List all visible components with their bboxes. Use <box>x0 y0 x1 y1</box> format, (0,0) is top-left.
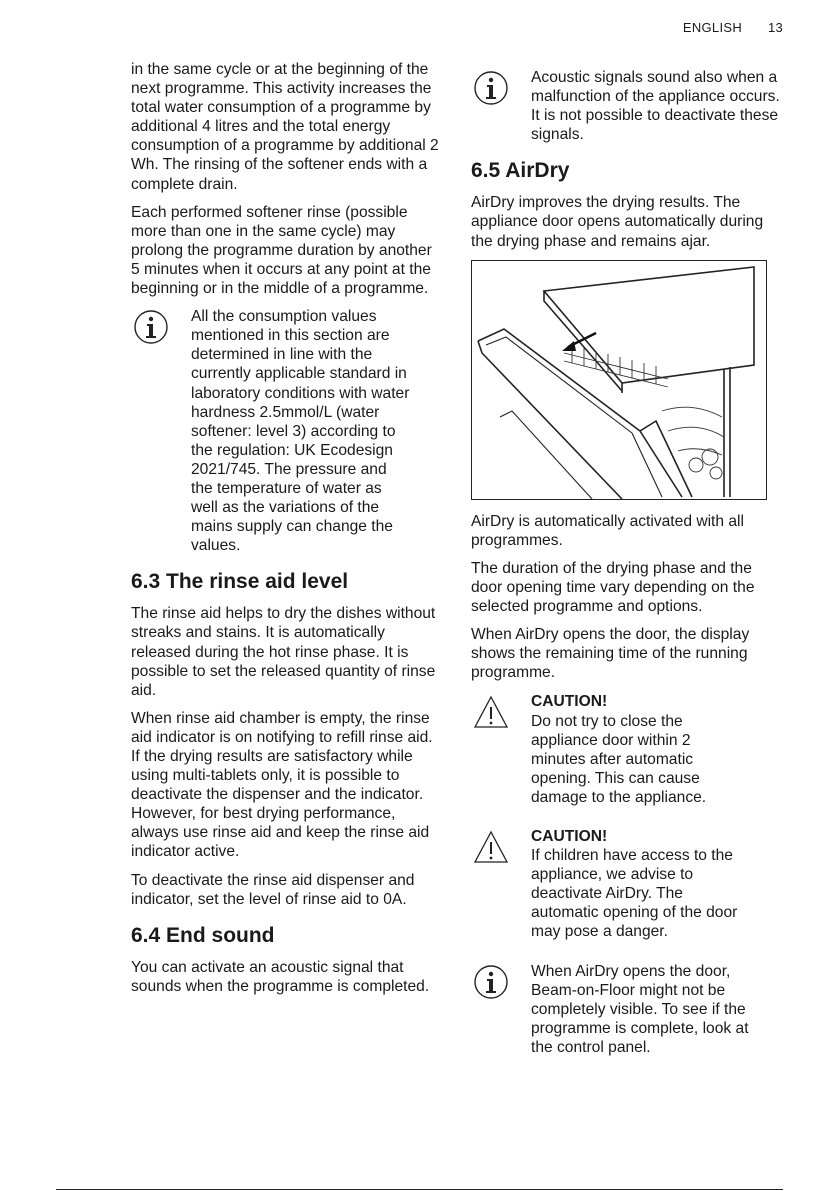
right-column <box>471 60 783 1069</box>
heading-rinse-aid-level: 6.3 The rinse aid level <box>131 570 349 594</box>
info-note-acoustic <box>471 68 783 144</box>
paragraph-airdry-display: When AirDry opens the door, the display shows the remaining time of the running programme. <box>471 626 750 682</box>
paragraph-end-sound: You can activate an acoustic signal that sounds when the programme is completed. <box>131 958 430 995</box>
caution-note-door <box>471 692 783 807</box>
paragraph-airdry-intro: AirDry improves the drying results. The appliance door opens automatically during the drying phase and remains ajar. <box>471 194 764 250</box>
paragraph-rinse-aid-deactivate: To deactivate the rinse aid dispenser and indicator, set the level of rinse aid to 0A. <box>131 871 415 908</box>
header-language: ENGLISH <box>682 20 743 35</box>
note-beam-on-floor-text: When AirDry opens the door, Beam-on-Floor might not be completely visible. To see if the programme is complete, look at the control panel. <box>531 962 749 1056</box>
caution-children-body: If children have access to the appliance, we advise to deactivate AirDry. The automatic opening of the door may pose a danger. <box>531 847 738 941</box>
paragraph-softener-cycle: in the same cycle or at the beginning of the next programme. This activity increases the total water consumption of a programme by additional 4 litres and the total energy consumption of a programme by additional 2 Wh. The rinsing of the softener ends with a complete drain. <box>131 61 439 193</box>
info-note-consumption <box>131 307 443 555</box>
info-note-beam-on-floor <box>471 962 783 1057</box>
left-column <box>131 60 443 1005</box>
caution-door-body: Do not try to close the appliance door within 2 minutes after automatic opening. This can cause damage to the appliance. <box>531 712 707 806</box>
page-number: 13 <box>767 20 783 35</box>
warning-triangle-icon <box>473 694 509 730</box>
airdry-door-illustration <box>471 260 767 500</box>
note-consumption-text: All the consumption values mentioned in this section are determined in line with the currently applicable standard in laboratory conditions with water hardness 2.5mmol/L (water softener: level 3) according to the regulation: UK Ecodesign 2021/745. The pressure and the temperature of water as well as the variations of the mains supply can change the values. <box>191 308 410 555</box>
paragraph-airdry-duration: The duration of the drying phase and the door opening time vary depending on the selected programme and options. <box>471 559 755 616</box>
caution-title: CAUTION! <box>531 693 608 711</box>
page-header <box>683 20 783 35</box>
paragraph-airdry-activated: AirDry is automatically activated with all programmes. <box>471 512 744 549</box>
info-icon <box>473 70 509 106</box>
paragraph-rinse-aid-indicator: When rinse aid chamber is empty, the rinse aid indicator is on notifying to refill rinse aid. If the drying results are satisfactory while using multi-tablets only, it is possible to deactivate the dispenser and the indicator. However, for best drying performance, always use rinse aid and keep the rinse aid indicator active. <box>131 709 433 861</box>
note-acoustic-text: Acoustic signals sound also when a malfunction of the appliance occurs. It is not possible to deactivate these signals. <box>531 69 780 144</box>
paragraph-rinse-aid-intro: The rinse aid helps to dry the dishes without streaks and stains. It is automatically released during the hot rinse phase. It is possible to set the released quantity of rinse aid. <box>131 605 436 699</box>
caution-door-text <box>531 692 783 807</box>
heading-airdry: 6.5 AirDry <box>471 159 570 183</box>
caution-title: CAUTION! <box>531 827 608 845</box>
warning-triangle-icon <box>473 829 509 865</box>
paragraph-softener-rinse: Each performed softener rinse (possible more than one in the same cycle) may prolong the programme duration by another 5 minutes when it occurs at any point at the beginning or in the middle of a programme. <box>131 203 432 298</box>
info-icon <box>133 309 169 345</box>
info-icon <box>473 964 509 1000</box>
dishwasher-open-door-drawing <box>472 261 766 499</box>
footer-rule <box>56 1189 783 1190</box>
caution-note-children <box>471 827 783 942</box>
heading-end-sound: 6.4 End sound <box>131 923 275 947</box>
caution-children-text <box>531 827 783 942</box>
